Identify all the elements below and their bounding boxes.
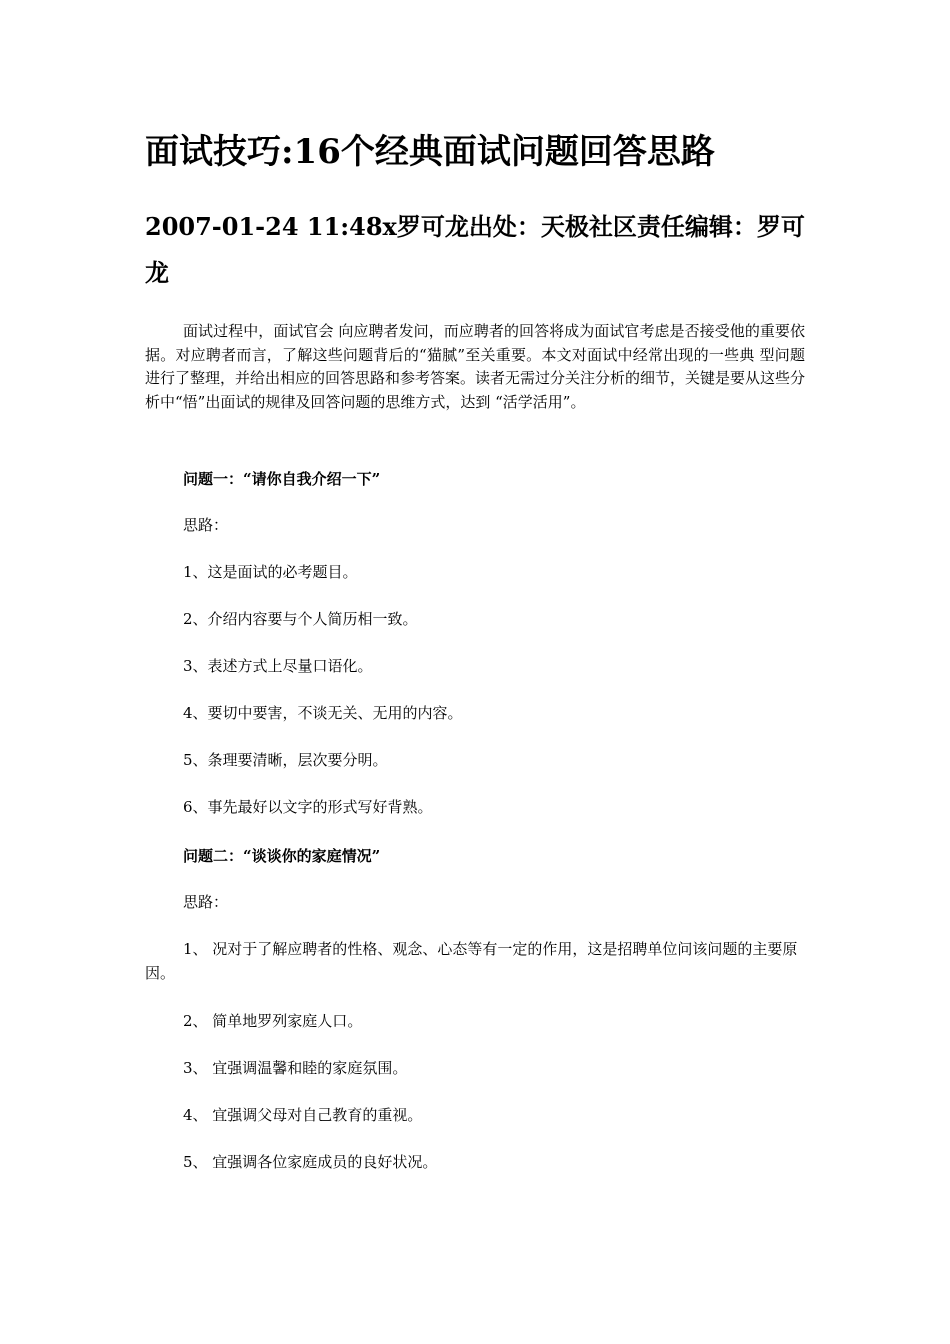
question-1-point: 3、表述方式上尽量口语化。	[183, 657, 373, 675]
question-1-point: 2、介绍内容要与个人简历相一致。	[183, 610, 418, 628]
question-2-point: 3、 宜强调温馨和睦的家庭氛围。	[183, 1059, 408, 1077]
question-1-point: 5、条理要清晰，层次要分明。	[183, 751, 388, 769]
question-2-point: 2、 简单地罗列家庭人口。	[183, 1012, 363, 1030]
article-meta: 2007-01-24 11:48x罗可龙出处：天极社区责任编辑：罗可龙	[145, 212, 805, 287]
question-1-heading: 问题一：“请你自我介绍一下”	[183, 470, 381, 488]
question-1-point: 6、事先最好以文字的形式写好背熟。	[183, 798, 433, 816]
question-2-point: 1、 况对于了解应聘者的性格、观念、心态等有一定的作用，这是招聘单位问该问题的主要原因。	[145, 940, 798, 982]
question-1-point: 4、要切中要害，不谈无关、无用的内容。	[183, 704, 463, 722]
question-1-point: 1、这是面试的必考题目。	[183, 563, 358, 581]
article-title: 面试技巧:16个经典面试问题回答思路	[145, 132, 715, 172]
intro-paragraph: 面试过程中，面试官会 向应聘者发问，而应聘者的回答将成为面试官考虑是否接受他的重要依据。对应聘者而言，了解这些问题背后的“猫腻”至关重要。本文对面试中经常出现的一些典 型问题进行了整理，并给出相应的回答思路和参考答案。读者无需过分关注分析的细节，关键是要从这些分析中“悟”出面试的规律及回答问题的思维方式，达到 “活学活用”。	[145, 322, 806, 411]
question-2-label: 思路：	[183, 893, 229, 911]
question-1-label: 思路：	[183, 516, 229, 534]
question-2-heading: 问题二：“谈谈你的家庭情况”	[183, 847, 381, 865]
question-2-point: 5、 宜强调各位家庭成员的良好状况。	[183, 1153, 438, 1171]
question-2-point: 4、 宜强调父母对自己教育的重视。	[183, 1106, 423, 1124]
